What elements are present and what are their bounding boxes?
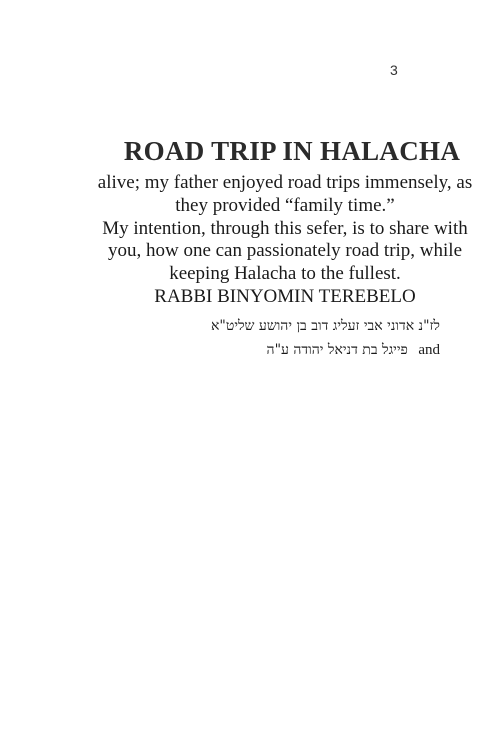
- dedication-line-2-container: [120, 338, 440, 362]
- dedication-block: [120, 314, 440, 362]
- body-line: keeping Halacha to the fullest.: [169, 263, 401, 285]
- dedication-line-2: פייגל בת דניאל יהודה ע"ה: [266, 342, 408, 358]
- chapter-title: ROAD TRIP IN HALACHA: [123, 136, 461, 166]
- page-number: 3: [390, 62, 398, 78]
- body-line: they provided “family time.”: [175, 194, 395, 216]
- body-line: you, how one can passionately road trip, while: [107, 240, 463, 262]
- dedication-and-word: and: [418, 342, 440, 358]
- dedication-line-1: לז"נ אדוני אבי זעליג דוב בן יהושע שליט"א: [211, 318, 440, 334]
- author-signature: RABBI BINYOMIN TEREBELO: [154, 285, 416, 307]
- body-line: My intention, through this sefer, is to share with: [102, 217, 468, 239]
- body-paragraph: [60, 172, 500, 309]
- body-line: alive; my father enjoyed road trips immensely, as: [97, 172, 473, 193]
